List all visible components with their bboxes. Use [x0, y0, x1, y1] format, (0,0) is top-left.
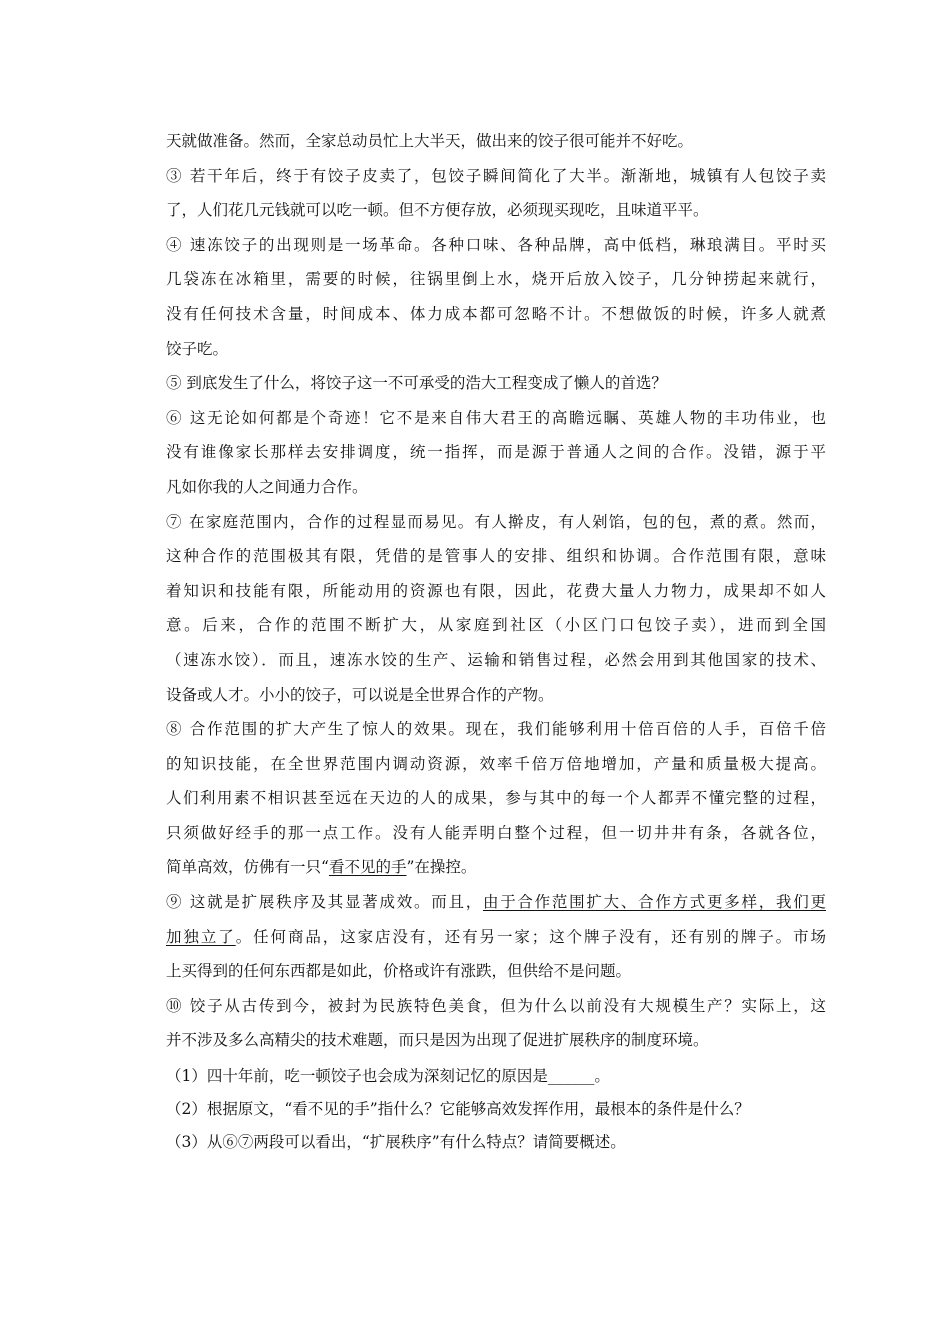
text-line: [166, 920, 826, 955]
text-line: ⑥ 这无论如何都是个奇迹！它不是来自伟大君王的高瞻远瞩、英雄人物的丰功伟业，也: [166, 408, 826, 427]
text-line: 只须做好经手的那一点工作。没有人能弄明白整个过程，但一切井井有条，各就各位，: [166, 823, 826, 842]
text-line: 几袋冻在冰箱里，需要的时候，往锅里倒上水，烧开后放入饺子，几分钟捞起来就行，: [166, 270, 826, 289]
text-segment: 简单高效，仿佛有一只“: [166, 858, 329, 877]
text-line: ⑤ 到底发生了什么，将饺子这一不可承受的浩大工程变成了懒人的首选？: [166, 374, 667, 393]
text-line: [166, 850, 826, 885]
text-line: 没有谁像家长那样去安排调度，统一指挥，而是源于普通人之间的合作。没错，源于平: [166, 443, 826, 462]
underlined-sentence: 由于合作范围扩大、合作方式更多样，我们更: [482, 893, 826, 912]
text-line: 这种合作的范围极其有限，凭借的是管事人的安排、组织和协调。合作范围有限，意味: [166, 547, 826, 566]
text-line: 人们利用素不相识甚至远在天边的人的成果，参与其中的每一个人都弄不懂完整的过程，: [166, 789, 826, 808]
text-line: 上买得到的任何东西都是如此，价格或许有涨跌，但供给不是问题。: [166, 962, 632, 981]
paragraph-2-tail: [166, 124, 826, 159]
text-line: ⑩ 饺子从古传到今，被封为民族特色美食，但为什么以前没有大规模生产？实际上，这: [166, 996, 826, 1015]
text-line: 没有任何技术含量，时间成本、体力成本都可忽略不计。不想做饭的时候，许多人就煮: [166, 304, 826, 323]
text-line: 设备或人才。小小的饺子，可以说是全世界合作的产物。: [166, 685, 554, 704]
text-line: ⑧ 合作范围的扩大产生了惊人的效果。现在，我们能够利用十倍百倍的人手，百倍千倍: [166, 720, 826, 739]
question-3: （3）从⑥⑦两段可以看出，“扩展秩序”有什么特点？请简要概述。: [166, 1133, 626, 1152]
text-line: 饺子吃。: [166, 339, 229, 358]
questions: [166, 1060, 826, 1159]
paragraph-10: [166, 989, 826, 1058]
text-line: （速冻水饺）．而且，速冻水饺的生产、运输和销售过程，必然会用到其他国家的技术、: [166, 650, 826, 669]
paragraph-7: [166, 505, 826, 713]
text-line: ③ 若干年后，终于有饺子皮卖了，包饺子瞬间简化了大半。渐渐地，城镇有人包饺子卖: [166, 166, 826, 185]
question-2: （2）根据原文，“看不见的手”指什么？它能够高效发挥作用，最根本的条件是什么？: [166, 1100, 750, 1119]
question-1: （1）四十年前，吃一顿饺子也会成为深刻记忆的原因是______。: [166, 1067, 610, 1086]
paragraph-4: [166, 228, 826, 366]
text-line: 并不涉及多么高精尖的技术难题，而只是因为出现了促进扩展秩序的制度环境。: [166, 1031, 709, 1050]
text-line: 凡如你我的人之间通力合作。: [166, 477, 368, 496]
text-line: 着知识和技能有限，所能动用的资源也有限，因此，花费大量人力物力，成果却不如人: [166, 581, 826, 600]
paragraph-6: [166, 401, 826, 505]
underlined-sentence: 加独立了: [166, 927, 236, 946]
text-line: 的知识技能，在全世界范围内调动资源，效率千倍万倍地增加，产量和质量极大提高。: [166, 754, 826, 773]
paragraph-8: [166, 712, 826, 885]
text-segment: 。任何商品，这家店没有，还有另一家；这个牌子没有，还有别的牌子。市场: [235, 927, 826, 946]
text-line: [166, 885, 826, 920]
text-segment: ”在操控。: [406, 858, 477, 877]
text-line: 意。后来，合作的范围不断扩大，从家庭到社区（小区门口包饺子卖），进而到全国: [166, 616, 826, 635]
text-line: ④ 速冻饺子的出现则是一场革命。各种口味、各种品牌，高中低档，琳琅满目。平时买: [166, 235, 826, 254]
paragraph-5: [166, 366, 826, 401]
text-segment: ⑨ 这就是扩展秩序及其显著成效。而且，: [166, 893, 483, 912]
paragraph-3: [166, 159, 826, 228]
text-line: ⑦ 在家庭范围内，合作的过程显而易见。有人擀皮，有人剁馅，包的包，煮的煮。然而，: [166, 512, 826, 531]
paragraph-9: [166, 885, 826, 989]
document-page: [166, 124, 826, 1159]
text-line: 了，人们花几元钱就可以吃一顿。但不方便存放，必须现买现吃，且味道平平。: [166, 201, 709, 220]
text-line: 天就做准备。然而，全家总动员忙上大半天，做出来的饺子很可能并不好吃。: [166, 132, 694, 150]
underlined-phrase: 看不见的手: [328, 858, 407, 877]
